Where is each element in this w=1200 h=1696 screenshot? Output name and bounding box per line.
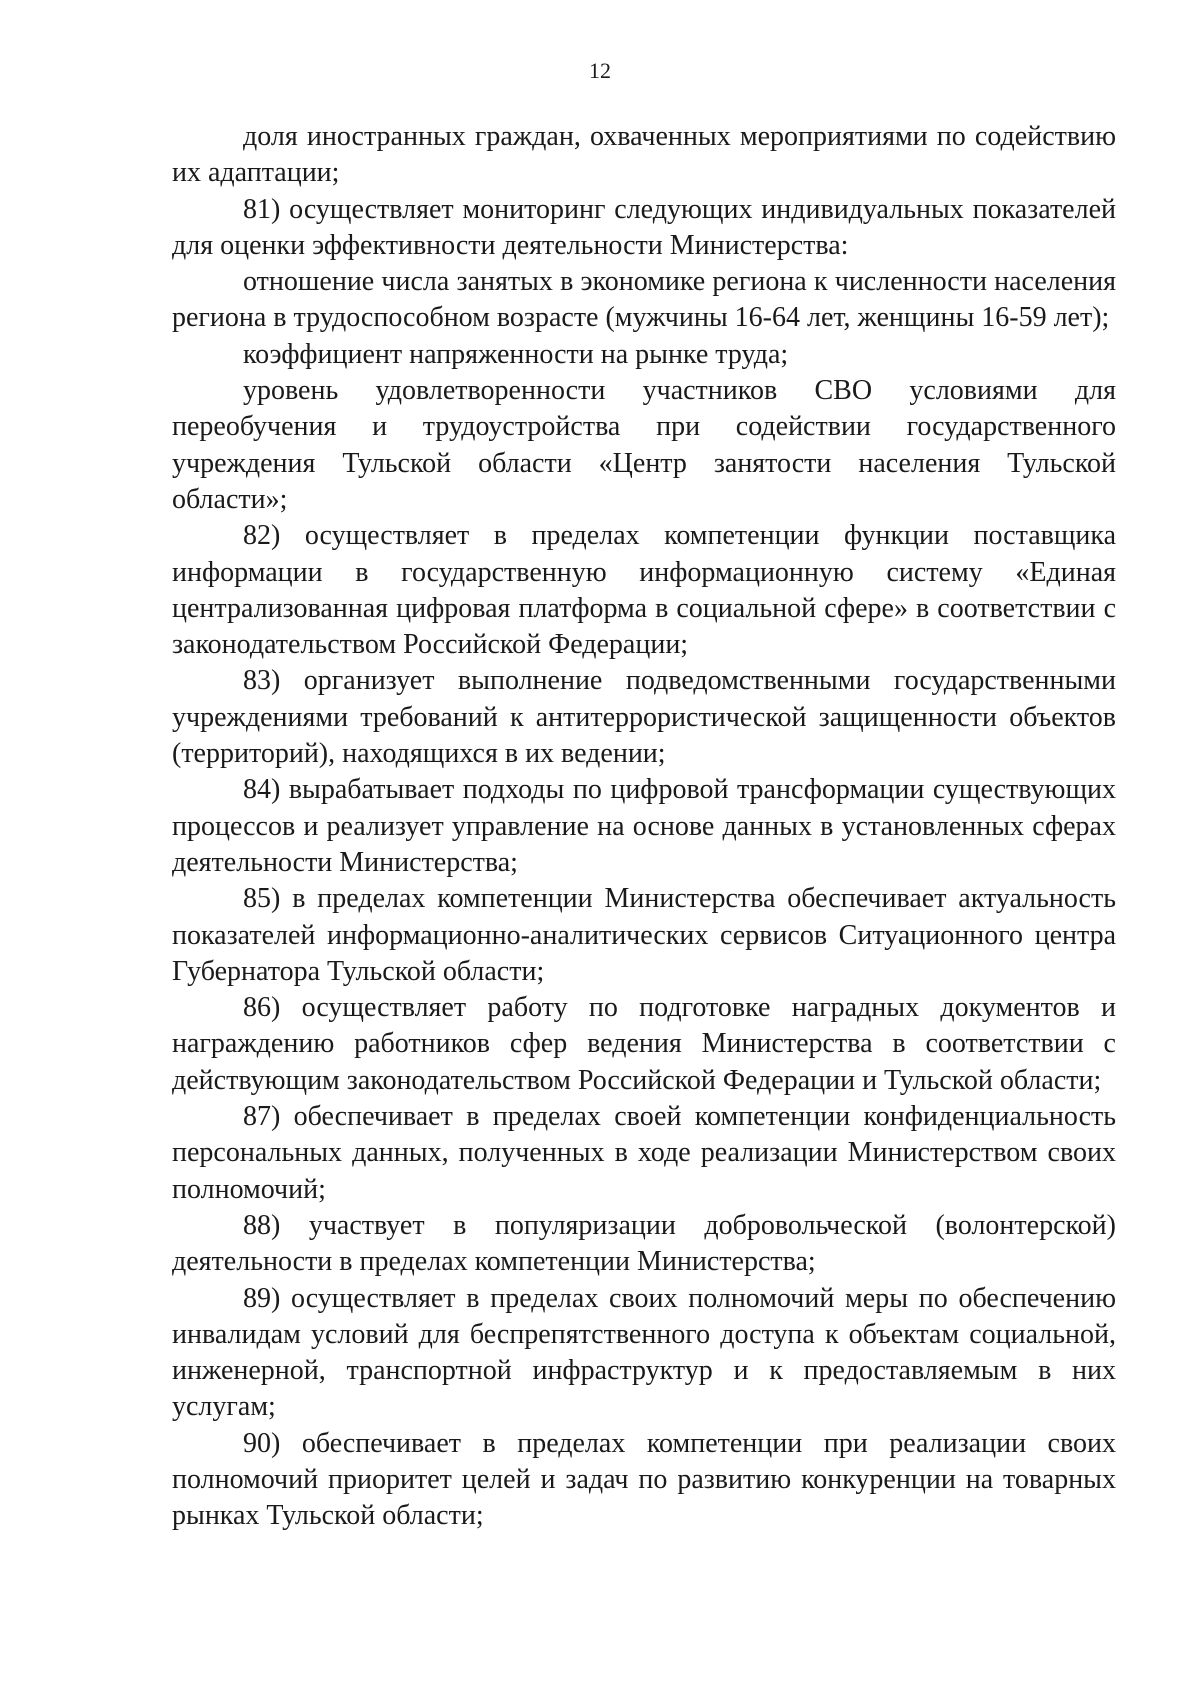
document-body	[172, 119, 1116, 1535]
paragraph: отношение числа занятых в экономике региона к численности населения региона в трудоспособном возрасте (мужчины 16-64 лет, женщины 16-59 лет);	[172, 266, 1116, 334]
page-number: 12	[589, 58, 611, 83]
paragraph: 89) осуществляет в пределах своих полномочий меры по обеспечению инвалидам условий для беспрепятственного доступа к объектам социальной, инженерной, транспортной инфраструктур и к предоставляемым в них услугам;	[172, 1282, 1116, 1423]
paragraph: 83) организует выполнение подведомственными государственными учреждениями требований к антитеррористической защищенности объектов (территорий), находящихся в их ведении;	[172, 665, 1116, 770]
paragraph: 85) в пределах компетенции Министерства обеспечивает актуальность показателей информационно-аналитических сервисов Ситуационного центра Губернатора Тульской области;	[172, 883, 1116, 987]
paragraph: 81) осуществляет мониторинг следующих индивидуальных показателей для оценки эффективности деятельности Министерства:	[172, 193, 1116, 261]
paragraph: 82) осуществляет в пределах компетенции функции поставщика информации в государственную информационную систему «Единая централизованная цифровая платформа в социальной сфере» в соответствии с законодательством Российской Федерации;	[172, 520, 1116, 661]
paragraph: 84) вырабатывает подходы по цифровой трансформации существующих процессов и реализует управление на основе данных в установленных сферах деятельности Министерства;	[172, 774, 1116, 878]
paragraph: 86) осуществляет работу по подготовке наградных документов и награждению работников сфер ведения Министерства в соответствии с действующим законодательством Российской Федерации и Тульской области;	[172, 992, 1116, 1096]
paragraph: 87) обеспечивает в пределах своей компетенции конфиденциальность персональных данных, полученных в ходе реализации Министерством своих полномочий;	[172, 1101, 1116, 1205]
paragraph: 88) участвует в популяризации добровольческой (волонтерской) деятельности в пределах компетенции Министерства;	[172, 1209, 1116, 1278]
paragraph: доля иностранных граждан, охваченных мероприятиями по содействию их адаптации;	[172, 121, 1116, 189]
paragraph: коэффициент напряженности на рынке труда;	[243, 338, 789, 370]
paragraph: 90) обеспечивает в пределах компетенции при реализации своих полномочий приоритет целей и задач по развитию конкуренции на товарных рынках Тульской области;	[172, 1427, 1116, 1532]
paragraph: уровень удовлетворенности участников СВО условиями для переобучения и трудоустройства при содействии государственного учреждения Тульской области «Центр занятости населения Тульской области»;	[172, 375, 1116, 515]
